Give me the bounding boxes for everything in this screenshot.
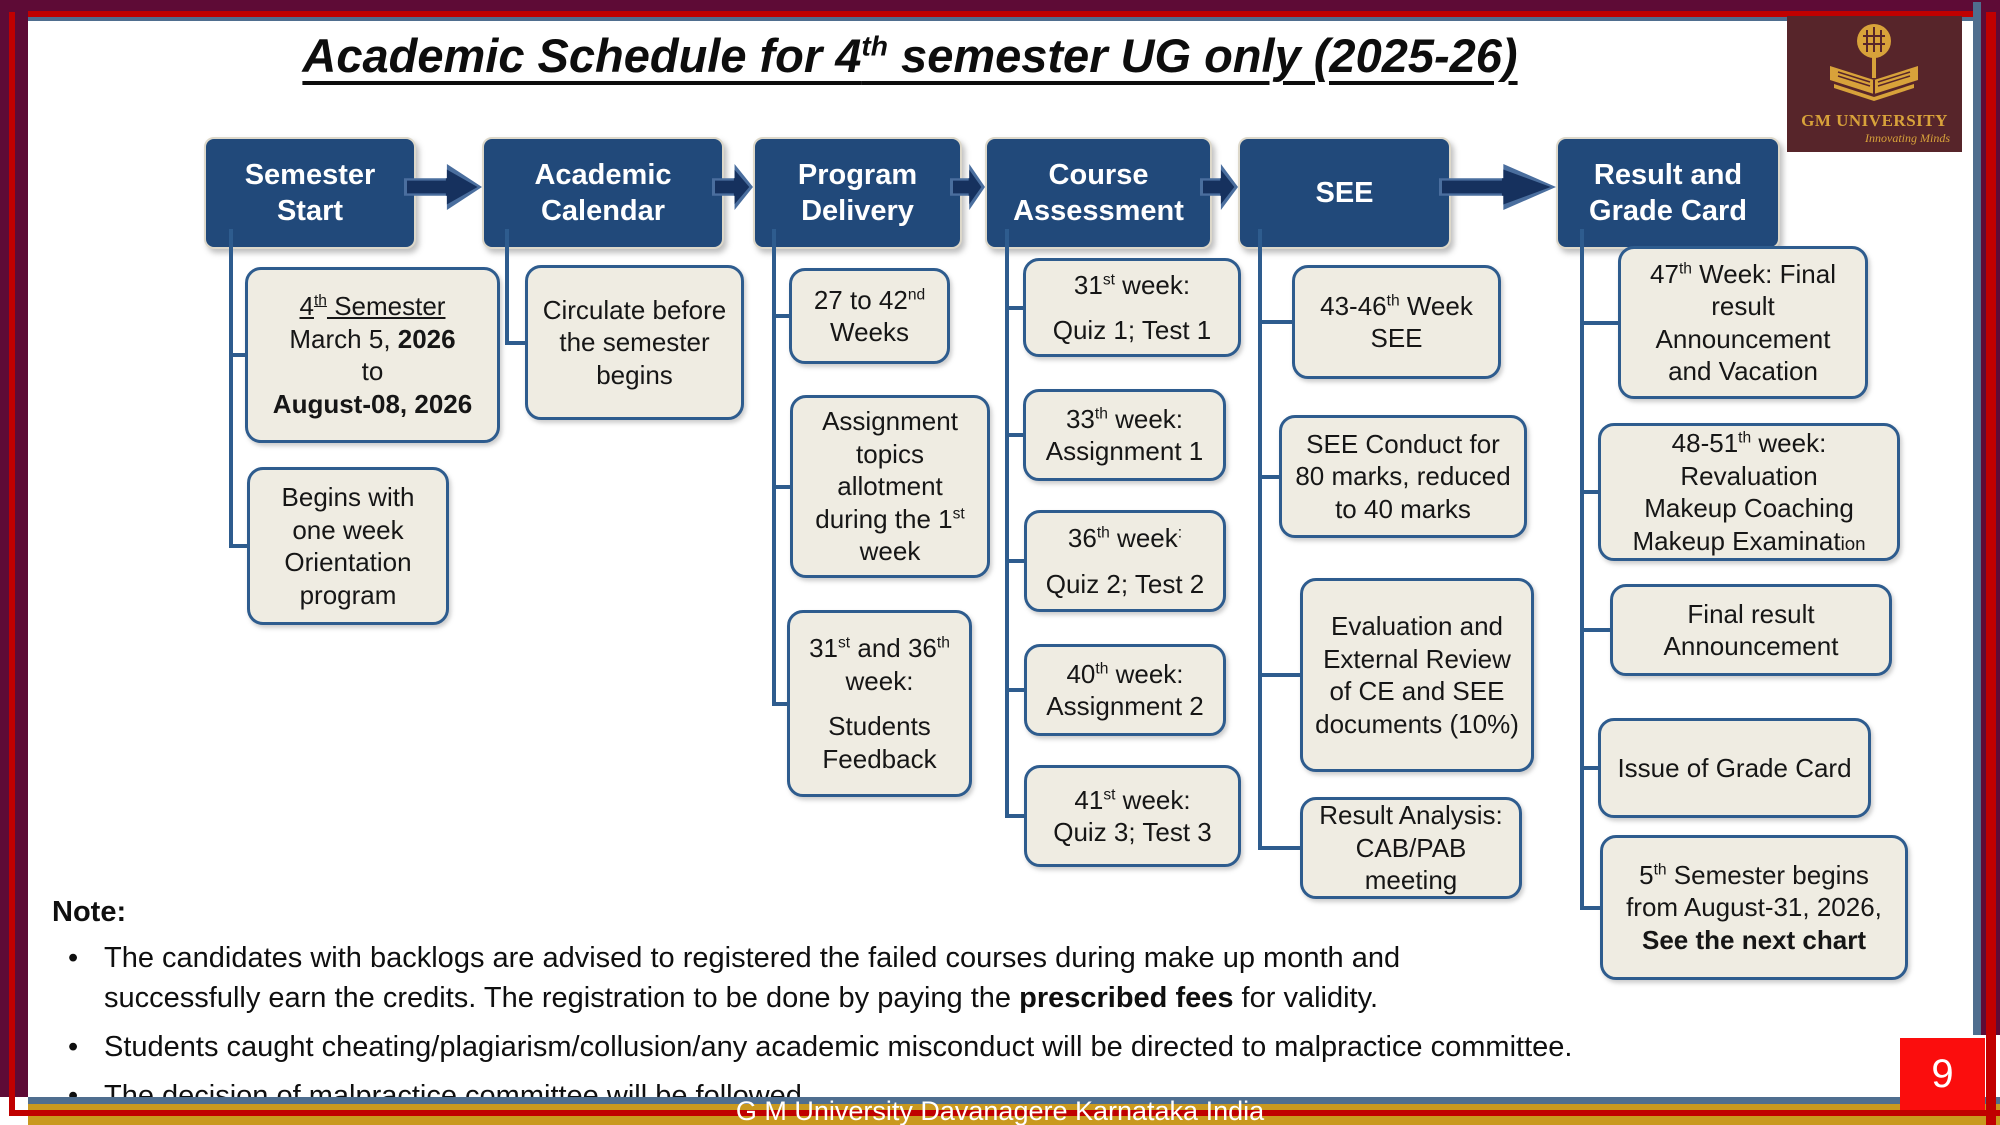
- frame-left-red-line: [9, 12, 15, 1116]
- flow-header-program-delivery: Program Delivery: [753, 137, 962, 249]
- flow-child-line: 40th week:: [1066, 658, 1184, 689]
- connector-stub: [1258, 673, 1304, 677]
- flow-child-line: 36th week:: [1067, 523, 1183, 553]
- note-bullet-1: • The candidates with backlogs are advised to registered the failed courses during make up month and successfully earn the credits. The registration to be done by paying the prescribed fees for validity.: [52, 938, 1712, 1018]
- note-heading: Note:: [52, 896, 127, 928]
- flow-child-line: August-08, 2026: [272, 388, 473, 419]
- flow-child-line: Quiz 2; Test 2: [1045, 568, 1205, 599]
- flow-child-line: Result Analysis: CAB/PAB meeting: [1319, 800, 1503, 896]
- connector-vertical-line: [1005, 229, 1009, 818]
- flow-child-line: Begins with one week Orientation program: [281, 482, 415, 610]
- connector-stub: [1580, 321, 1622, 325]
- connector-stub: [1580, 628, 1614, 632]
- flow-child-line: Quiz 1; Test 1: [1052, 315, 1212, 345]
- flow-arrow-right-icon: [1439, 164, 1556, 210]
- flow-child-box-see-2: [1279, 415, 1527, 538]
- flow-child-box-result-and-grade-card-2: [1598, 423, 1900, 561]
- flow-child-line: Assignment 1: [1045, 436, 1204, 466]
- flow-child-line: Makeup Examination: [1632, 525, 1866, 556]
- flow-child-line: 47th Week: Final result Announcement and Vacation: [1650, 258, 1836, 386]
- flow-arrow-fill: [1442, 167, 1553, 207]
- frame-right-maroon-edge: [1996, 0, 2000, 1035]
- flow-child-box-program-delivery-2: [790, 395, 990, 578]
- flow-child-box-course-assessment-4: [1024, 644, 1226, 736]
- tree-book-icon: [1814, 22, 1934, 108]
- note-bullet-2: • Students caught cheating/plagiarism/collusion/any academic misconduct will be directed to malpractice committee.: [52, 1027, 1712, 1067]
- flow-header-result-and-grade-card: Result and Grade Card: [1556, 137, 1780, 249]
- connector-stub: [1258, 320, 1296, 324]
- flow-child-line: Assignment topics allotment during the 1st week: [815, 406, 965, 567]
- page-title-text: Academic Schedule for 4th semester UG only (2025-26): [302, 29, 1518, 82]
- flow-child-line: Revaluation: [1680, 460, 1818, 491]
- flow-child-box-result-and-grade-card-4: [1598, 718, 1871, 818]
- flow-child-box-see-1: [1292, 265, 1501, 379]
- flow-child-box-academic-calendar-1: [525, 265, 744, 420]
- flow-child-line: 41st week:: [1074, 784, 1191, 815]
- flow-child-line: March 5, 2026: [289, 323, 456, 354]
- flow-child-line: SEE Conduct for 80 marks, reduced to 40 marks: [1295, 428, 1511, 524]
- flow-child-line: 4th Semester: [299, 291, 446, 321]
- flow-child-line: Circulate before the semester begins: [542, 294, 727, 390]
- connector-vertical-line: [772, 229, 776, 706]
- flow-child-box-semester-start-1: [245, 267, 500, 443]
- flow-child-box-see-3: [1300, 578, 1534, 772]
- note-section: [52, 896, 1712, 1116]
- flow-child-line: Assignment 2: [1046, 691, 1204, 721]
- flow-header-academic-calendar: Academic Calendar: [482, 137, 724, 249]
- gm-university-logo: [1787, 16, 1962, 152]
- flow-child-box-result-and-grade-card-1: [1618, 246, 1868, 399]
- flow-child-box-course-assessment-2: [1023, 389, 1226, 481]
- logo-tagline: Innovating Minds: [1865, 131, 1950, 145]
- flow-child-line: See the next chart: [1642, 924, 1866, 955]
- flow-child-box-semester-start-2: [247, 467, 449, 625]
- flow-child-box-course-assessment-5: [1024, 765, 1241, 867]
- logo-name: GM UNIVERSITY: [1801, 111, 1948, 130]
- flow-child-line: 31st and 36th week:: [809, 633, 950, 696]
- flow-child-line: Quiz 3; Test 3: [1053, 817, 1212, 847]
- flow-child-line: 33th week:: [1065, 403, 1184, 434]
- page-title: [40, 28, 1780, 83]
- flow-child-line: Final result Announcement: [1663, 598, 1839, 661]
- flow-child-line: Issue of Grade Card: [1617, 752, 1852, 783]
- flow-header-semester-start: Semester Start: [204, 137, 416, 249]
- connector-vertical-line: [1580, 229, 1584, 910]
- flow-header-see: SEE: [1238, 137, 1451, 249]
- frame-right-red-line: [1986, 12, 1996, 1125]
- flow-child-box-course-assessment-3: [1024, 510, 1226, 612]
- flow-child-line: Students Feedback: [822, 711, 937, 774]
- flow-child-box-course-assessment-1: [1023, 258, 1241, 357]
- flow-child-line: 43-46th Week SEE: [1320, 290, 1473, 353]
- flow-child-box-result-and-grade-card-3: [1610, 584, 1892, 676]
- footer-text: G M University Davanagere Karnataka India: [735, 1096, 1265, 1125]
- flow-child-box-program-delivery-1: [789, 268, 950, 364]
- flow-header-course-assessment: Course Assessment: [985, 137, 1212, 249]
- flow-arrow-fill: [407, 167, 479, 207]
- page-number-badge: 9: [1900, 1038, 1985, 1110]
- flow-child-line: 27 to 42nd Weeks: [813, 284, 926, 347]
- flow-child-line: to: [361, 356, 384, 386]
- flow-child-line: 31st week:: [1073, 269, 1191, 300]
- connector-vertical-line: [229, 229, 233, 548]
- frame-top-red-line: [10, 11, 1994, 17]
- connector-vertical-line: [505, 229, 509, 345]
- frame-right-slate-bar: [1973, 2, 1981, 1035]
- connector-stub: [1258, 846, 1304, 850]
- flow-child-line: Makeup Coaching: [1644, 493, 1854, 523]
- flow-child-line: 5th Semester begins from August-31, 2026,: [1626, 859, 1882, 923]
- note-bullet-list: [52, 938, 1712, 1116]
- flow-child-box-see-4: [1300, 797, 1522, 899]
- flow-child-line: 48-51th week:: [1671, 428, 1827, 458]
- flow-child-line: Evaluation and External Review of CE and SEE documents (10%): [1315, 611, 1519, 739]
- flow-child-box-program-delivery-3: [787, 610, 972, 797]
